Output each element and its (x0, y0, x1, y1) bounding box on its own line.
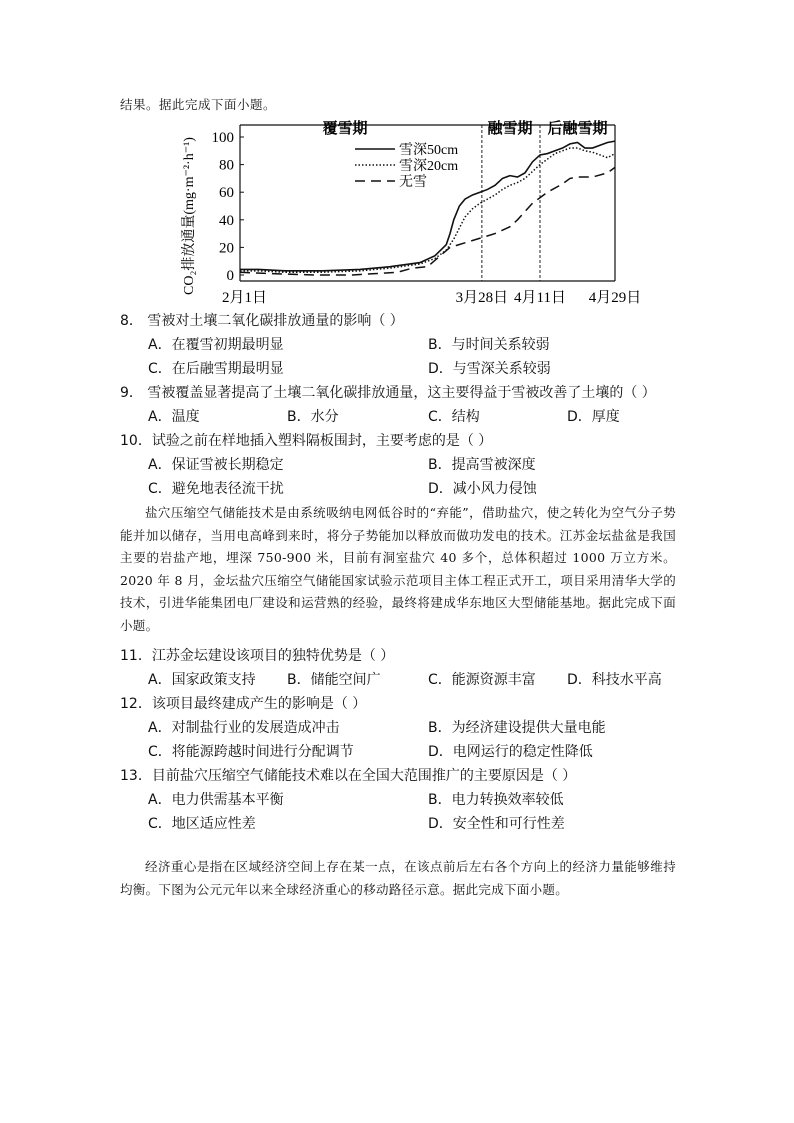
q11-option-d[interactable]: D．科技水平高 (567, 672, 662, 688)
question-8: 8． 雪被对土壤二氧化碳排放通量的影响（ ） (120, 313, 404, 329)
q8-option-a[interactable]: A．在覆雪初期最明显 (148, 337, 284, 353)
q11-option-c[interactable]: C．能源资源丰富 (428, 672, 536, 688)
x-tick-label: 2月1日 (222, 290, 268, 305)
q13-option-b[interactable]: B．电力转换效率较低 (428, 792, 564, 808)
y-tick-label: 40 (219, 212, 234, 229)
y-tick-label: 60 (219, 185, 234, 202)
q9-option-a[interactable]: A．温度 (148, 409, 200, 425)
q12-option-a[interactable]: A．对制盐行业的发展造成冲击 (148, 720, 340, 736)
question-10: 10．试验之前在样地插入塑料隔板围封，主要考虑的是（ ） (120, 433, 493, 449)
question-11: 11．江苏金坛建设该项目的独特优势是（ ） (120, 648, 395, 664)
question-9: 9． 雪被覆盖显著提高了土壤二氧化碳排放通量，这主要得益于雪被改善了土壤的（ ） (120, 385, 656, 401)
legend-label: 无雪 (399, 175, 427, 190)
q11-option-a[interactable]: A．国家政策支持 (148, 672, 256, 688)
q12-option-b[interactable]: B．为经济建设提供大量电能 (428, 720, 606, 736)
q12-option-d[interactable]: D．电网运行的稳定性降低 (428, 744, 593, 760)
x-tick-label: 4月29日 (588, 290, 642, 305)
co2-flux-chart (175, 115, 655, 305)
q10-option-b[interactable]: B．提高雪被深度 (428, 457, 536, 473)
q13-option-c[interactable]: C．地区适应性差 (148, 816, 256, 832)
legend-label: 雪深50cm (399, 143, 459, 158)
period-label: 后融雪期 (547, 121, 608, 137)
y-tick-label: 20 (219, 240, 234, 257)
y-axis-label: CO₂排放通量(mg·m⁻²·h⁻¹) (182, 137, 197, 295)
q10-option-c[interactable]: C．避免地表径流干扰 (148, 481, 284, 497)
q12-option-c[interactable]: C．将能源跨越时间进行分配调节 (148, 744, 354, 760)
q13-option-a[interactable]: A．电力供需基本平衡 (148, 792, 284, 808)
passage-economic-center: 经济重心是指在区域经济空间上存在某一点，在该点前后左右各个方向上的经济力量能够维持均衡。下图为公元元年以来全球经济重心的移动路径示意。据此完成下面小题。 (120, 859, 676, 897)
x-tick-label: 3月28日 (455, 290, 509, 305)
question-13: 13．目前盐穴压缩空气储能技术难以在全国大范围推广的主要原因是（ ） (120, 768, 577, 784)
intro-text: 结果。据此完成下面小题。 (120, 97, 277, 112)
q8-option-b[interactable]: B．与时间关系较弱 (428, 337, 550, 353)
question-12: 12．该项目最终建成产生的影响是（ ） (120, 696, 367, 712)
period-labels (322, 119, 607, 137)
q8-option-d[interactable]: D．与雪深关系较弱 (428, 361, 551, 377)
q10-option-a[interactable]: A．保证雪被长期稳定 (148, 457, 284, 473)
period-label: 融雪期 (487, 121, 533, 137)
q9-option-b[interactable]: B．水分 (287, 409, 339, 425)
chart-svg (175, 115, 655, 305)
passage-salt-cavern: 盐穴压缩空气储能技术是由系统吸纳电网低谷时的“弃能”，借助盐穴，使之转化为空气分子势能并加以储存，当用电高峰到来时，将分子势能加以释放而做功发电的技术。江苏金坛盐盆是我国主要的岩盐产地，埋深 750-900 米，目前有洞室盐穴 40 多个，总体积超过 1000 万立方米。2020 年 8 月，金坛盐穴压缩空气储能国家试验示范项目主体工程正式开工，项目采用清华大学的技术，引进华能集团电厂建设和运营熟的经验，最终将建成华东地区大型储能基地。据此完成下面小题。 (120, 505, 676, 633)
y-tick-label: 0 (226, 268, 234, 284)
q10-option-d[interactable]: D．减小风力侵蚀 (428, 481, 537, 497)
q9-option-c[interactable]: C．结构 (428, 409, 480, 425)
x-tick-label: 4月11日 (514, 290, 566, 305)
y-tick-label: 100 (211, 130, 234, 146)
chart-legend (355, 142, 458, 190)
y-tick-label: 80 (219, 157, 234, 174)
period-label: 覆雪期 (322, 121, 368, 137)
legend-label: 雪深20cm (399, 159, 459, 174)
q13-option-d[interactable]: D．安全性和可行性差 (428, 816, 565, 832)
q9-option-d[interactable]: D．厚度 (567, 409, 620, 425)
q8-option-c[interactable]: C．在后融雪期最明显 (148, 361, 284, 377)
q11-option-b[interactable]: B．储能空间广 (287, 672, 381, 688)
